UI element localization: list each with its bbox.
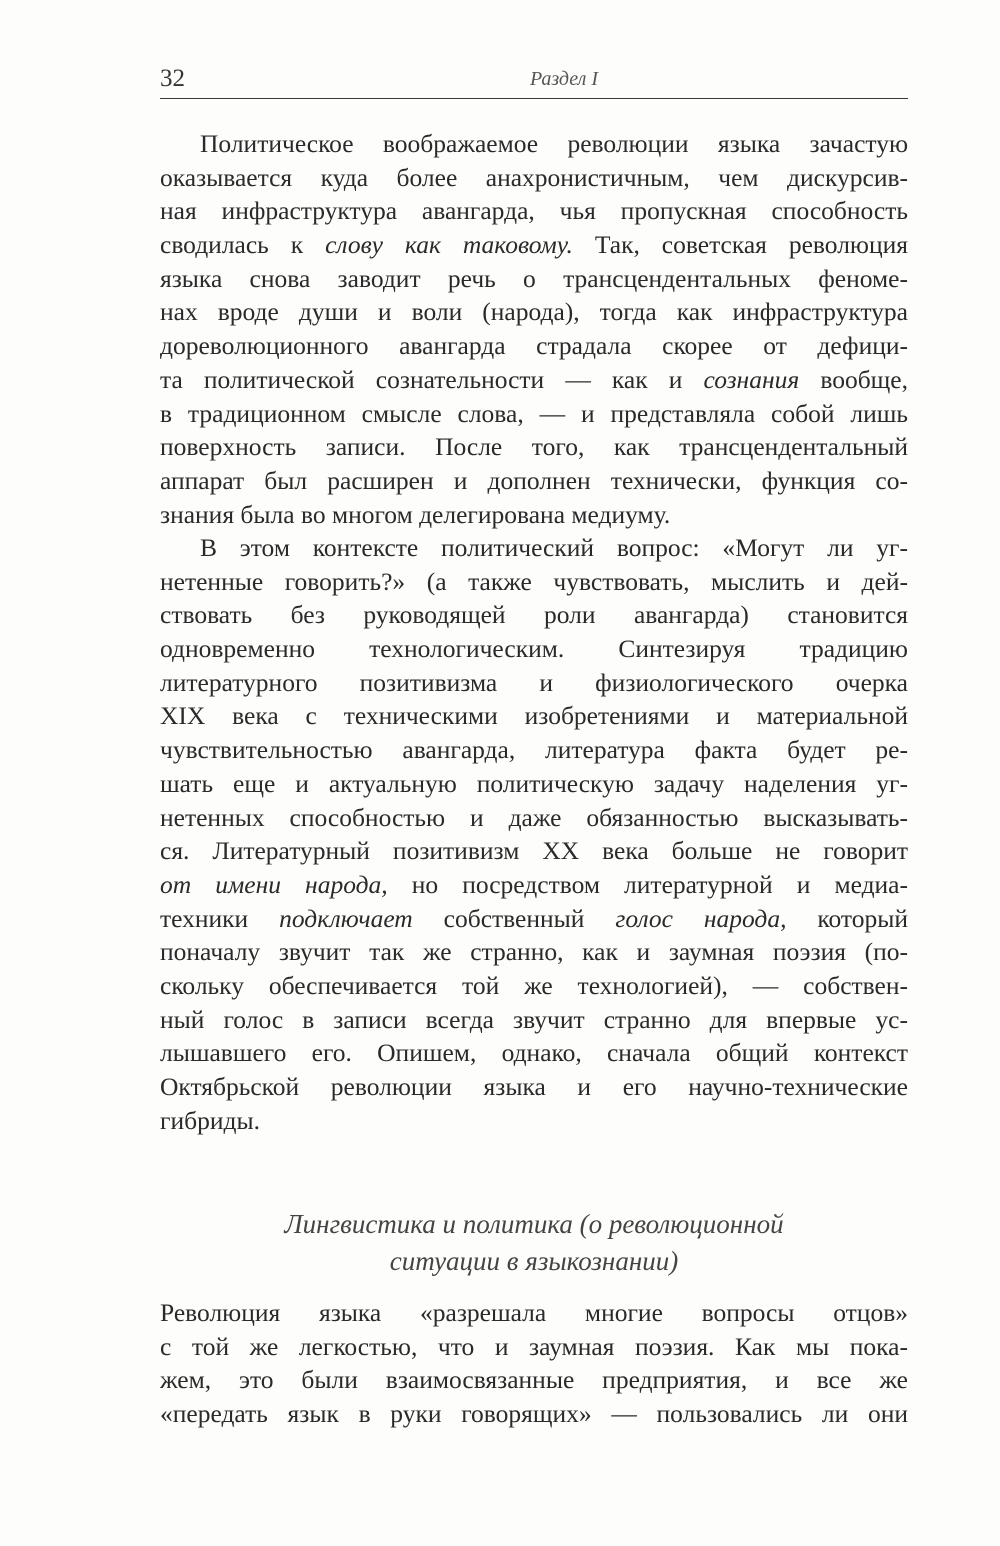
text-line: [160, 902, 908, 936]
text-line: Революция языка «разрешала многие вопросы отцов»: [160, 1298, 908, 1327]
text-run: та политической сознательности — как и: [160, 364, 704, 394]
italic-run: слову как таковому.: [325, 230, 573, 260]
text-line: поверхность записи. После того, как трансцендентальный: [160, 432, 908, 462]
text-line: [160, 868, 908, 902]
text-line: Октябрьской революции языка и его научно-технические: [160, 1072, 908, 1101]
section-heading-line-2: ситуации в языкознании): [389, 1246, 679, 1276]
text-line: в традиционном смысле слова, — и представляла собой лишь: [160, 398, 908, 428]
text-line: дореволюционного авангарда страдала скорее от дефици-: [160, 331, 908, 361]
italic-run: голос народа,: [615, 903, 787, 933]
page-number: 32: [160, 65, 185, 92]
text-line: нетенные говорить?» (а также чувствовать, мыслить и дей-: [160, 566, 908, 596]
text-run: который: [786, 903, 908, 933]
running-header: [160, 62, 908, 99]
text-line: ся. Литературный позитивизм XX века больше не говорит: [160, 836, 908, 866]
section-label: Раздел I: [529, 68, 599, 90]
text-line: Политическое воображаемое революции языка зачастую: [200, 129, 908, 158]
text-line: лышавшего его. Опишем, однако, сначала общий контекст: [160, 1038, 908, 1068]
text-run: но посредством литературной и медиа-: [387, 869, 908, 899]
text-line: [160, 363, 908, 397]
text-run: вообще,: [799, 364, 908, 394]
text-line: XIX века с техническими изобретениями и материальной: [160, 701, 908, 731]
paragraph-3: [160, 1296, 908, 1431]
italic-run: сознания: [703, 364, 800, 394]
text-line: с той же легкостью, что и заумная поэзия. Как мы пока-: [160, 1331, 908, 1361]
paragraph-2: [160, 531, 908, 1137]
text-line: скольку обеспечивается той же технологией), — собствен-: [160, 970, 908, 1000]
text-run: Так, советская революция: [572, 230, 908, 260]
text-line: ная инфраструктура авангарда, чья пропускная способность: [160, 196, 908, 226]
text-line: оказывается куда более анахронистичным, чем дискурсив-: [160, 162, 908, 192]
text-line: чувствительностью авангарда, литература факта будет ре-: [160, 735, 908, 765]
text-line: В этом контексте политический вопрос: «Могут ли уг-: [200, 533, 908, 562]
text-line: ный голос в записи всегда звучит странно для впервые ус-: [160, 1004, 908, 1034]
paragraph-1: [160, 127, 908, 531]
text-line: поначалу звучит так же странно, как и заумная поэзия (по-: [160, 937, 908, 967]
text-run: сводилась к: [160, 230, 326, 260]
text-line: одновременно технологическим. Синтезируя традицию: [160, 634, 908, 664]
text-line: нах вроде души и воли (народа), тогда как инфраструктура: [160, 297, 908, 327]
text-line: «передать язык в руки говорящих» — пользовались ли они: [160, 1399, 908, 1429]
text-line: нетенных способностью и даже обязанностью высказывать-: [160, 802, 908, 832]
section-heading: [160, 1206, 908, 1280]
text-run: собственный: [412, 903, 616, 933]
italic-run: от имени народа,: [160, 869, 388, 899]
text-run: техники: [160, 903, 280, 933]
text-line: языка снова заводит речь о трансцендентальных феноме-: [160, 263, 908, 293]
text-line: гибриды.: [160, 1105, 260, 1135]
text-line: аппарат был расширен и дополнен технически, функция со-: [160, 465, 908, 495]
italic-run: подключает: [279, 903, 413, 933]
text-line: жем, это были взаимосвязанные предприятия, и все же: [160, 1365, 908, 1395]
text-line: знания была во многом делегирована медиуму.: [160, 499, 671, 529]
section-heading-line-1: Лингвистика и политика (о революционной: [284, 1209, 784, 1239]
text-line: шать еще и актуальную политическую задачу наделения уг-: [160, 768, 908, 798]
text-line: литературного позитивизма и физиологического очерка: [160, 667, 908, 697]
text-line: [160, 228, 908, 262]
text-line: ствовать без руководящей роли авангарда) становится: [160, 600, 908, 630]
